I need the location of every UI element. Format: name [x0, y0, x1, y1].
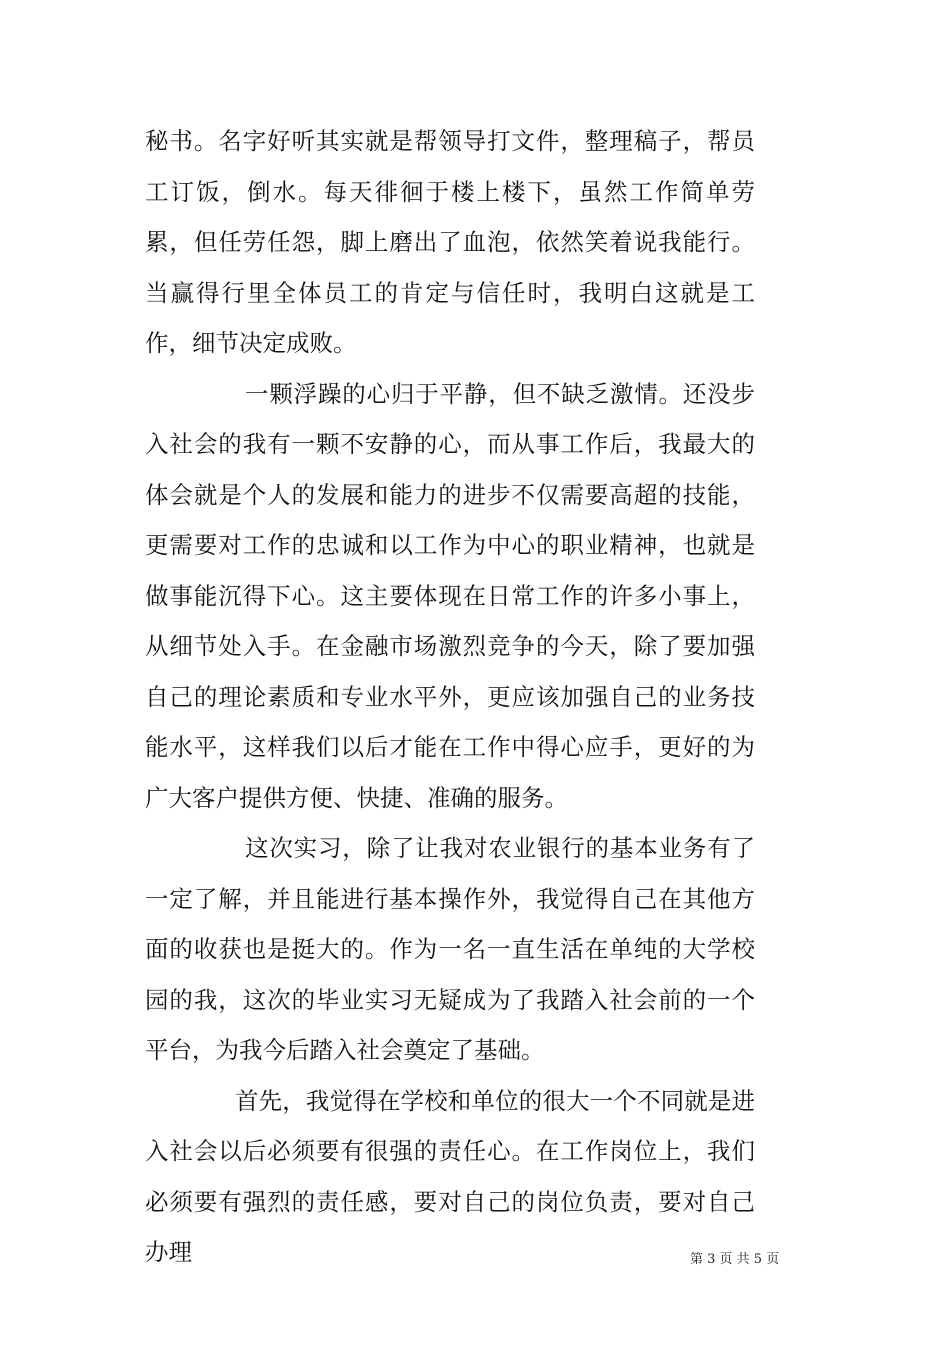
paragraph-2: 一颗浮躁的心归于平静，但不缺乏激情。还没步入社会的我有一颗不安静的心，而从事工作后，我最大的体会就是个人的发展和能力的进步不仅需要高超的技能，更需要对工作的忠诚和以工作为中心的职业精神，也就是做事能沉得下心。这主要体现在日常工作的许多小事上，从细节处入手。在金融市场激烈竞争的今天，除了要加强自己的理论素质和专业水平外，更应该加强自己的业务技能水平，这样我们以后才能在工作中得心应手，更好的为广大客户提供方便、快捷、准确的服务。 [145, 379, 755, 812]
page-number-footer: 第 3 页 共 5 页 [690, 1252, 780, 1267]
paragraph-1: 秘书。名字好听其实就是帮领导打文件，整理稿子，帮员工订饭，倒水。每天徘徊于楼上楼下，虽然工作简单劳累，但任劳任怨，脚上磨出了血泡，依然笑着说我能行。当赢得行里全体员工的肯定与信任时，我明白这就是工作，细节决定成败。 [145, 127, 755, 357]
paragraph-3: 这次实习，除了让我对农业银行的基本业务有了一定了解，并且能进行基本操作外，我觉得自己在其他方面的收获也是挺大的。作为一名一直生活在单纯的大学校园的我，这次的毕业实习无疑成为了我踏入社会前的一个平台，为我今后踏入社会奠定了基础。 [145, 834, 755, 1064]
paragraph-4: 首先，我觉得在学校和单位的很大一个不同就是进入社会以后必须要有很强的责任心。在工作岗位上，我们必须要有强烈的责任感，要对自己的岗位负责，要对自己办理 [145, 1086, 755, 1266]
body-text [145, 116, 755, 1278]
